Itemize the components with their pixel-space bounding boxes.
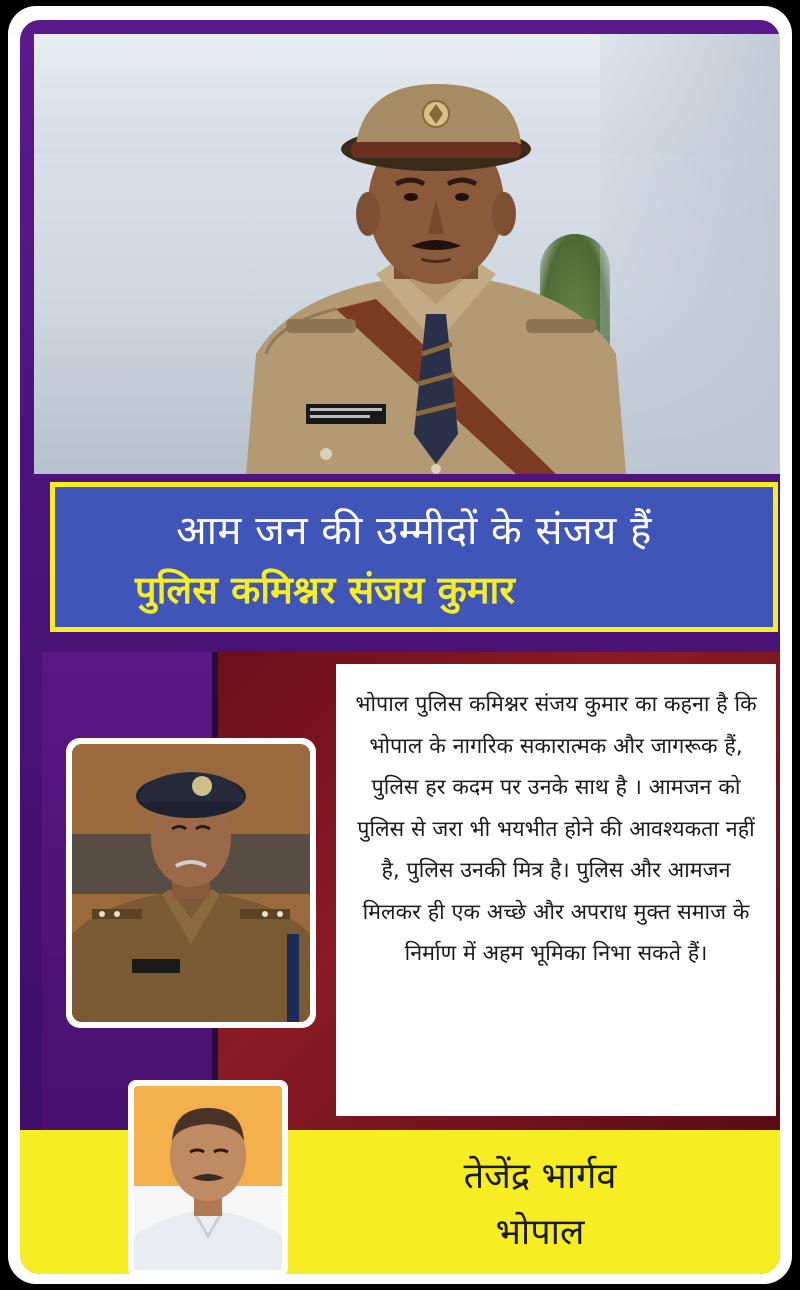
author-city: भोपाल <box>495 1212 585 1253</box>
officer-in-cap-illustration <box>226 54 646 474</box>
headline-box <box>50 482 778 632</box>
officer-portrait-card <box>66 738 316 1028</box>
poster-background <box>20 20 780 1274</box>
quote-text: भोपाल पुलिस कमिश्नर संजय कुमार का कहना है कि भोपाल के नागरिक सकारात्मक और जागरूक हैं, पुलिस हर कदम पर उनके साथ है । आमजन को पुलिस से जरा भी भयभीत होने की आवश्यकता नहीं है, पुलिस उनकी मित्र है। पुलिस और आमजन मिलकर ही एक अच्छे और अपराध मुक्त समाज के निर्माण में अहम भूमिका निभा सकते हैं। <box>355 692 757 966</box>
author-photo <box>134 1086 282 1270</box>
top-officer-photo <box>34 34 780 474</box>
author-name: तेजेंद्र भार्गव <box>463 1156 617 1197</box>
headline-line-2: पुलिस कमिश्नर संजय कुमार <box>135 568 515 612</box>
author-portrait-illustration <box>134 1086 282 1270</box>
quote-box <box>336 664 776 1116</box>
officer-portrait-photo <box>72 744 310 1022</box>
headline-line-1: आम जन की उम्मीदों के संजय हैं <box>176 508 652 554</box>
author-photo-card <box>128 1080 288 1274</box>
poster-frame <box>8 6 792 1284</box>
officer-beret-illustration <box>72 744 310 1022</box>
